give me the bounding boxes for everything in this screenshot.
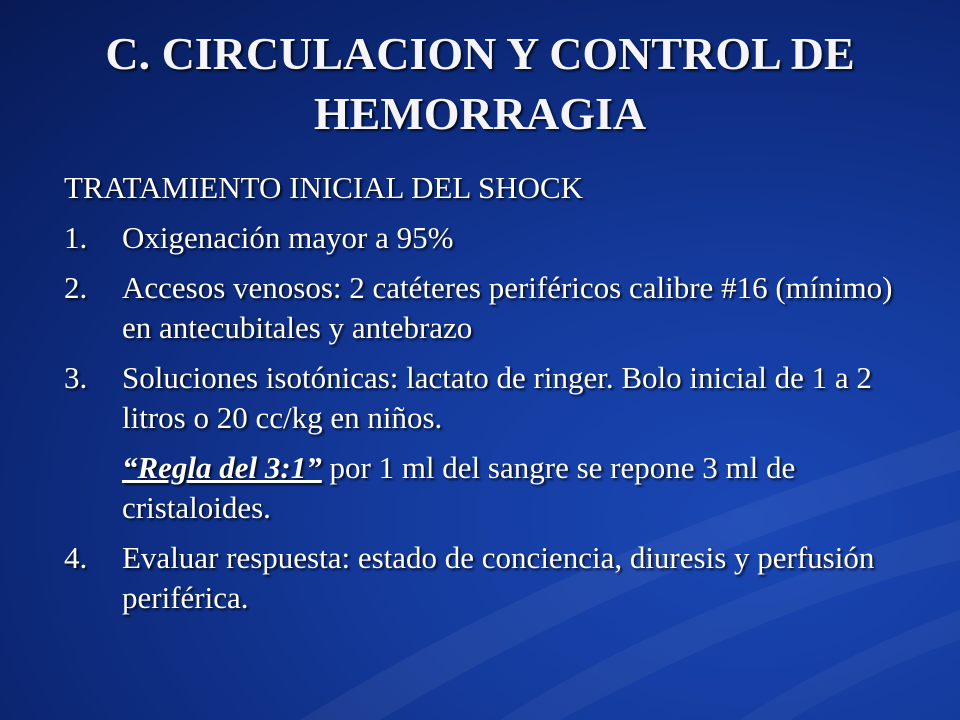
- rule-note: [122, 448, 924, 528]
- slide-subtitle: TRATAMIENTO INICIAL DEL SHOCK: [64, 170, 584, 205]
- rule-note-emphasis: “Regla del 3:1”: [122, 450, 322, 485]
- list-item-text: Evaluar respuesta: estado de conciencia, diuresis y perfusión periférica.: [122, 540, 875, 615]
- slide-title: C. CIRCULACION Y CONTROL DE HEMORRAGIA: [105, 28, 855, 139]
- list-item-text: Oxigenación mayor a 95%: [122, 220, 454, 255]
- list-item-text: Accesos venosos: 2 catéteres periféricos calibre #16 (mínimo) en antecubitales y antebrazo: [122, 270, 893, 345]
- list-item-text: Soluciones isotónicas: lactato de ringer. Bolo inicial de 1 a 2 litros o 20 cc/kg en niños.: [122, 360, 872, 435]
- list-item-number: 4.: [64, 540, 88, 575]
- list-item: [64, 358, 924, 438]
- list-item-number: 3.: [64, 360, 88, 395]
- list-item: [64, 538, 924, 618]
- slide-content: [64, 168, 924, 628]
- list-item: [64, 218, 924, 258]
- list-item: [64, 268, 924, 348]
- rule-note-text: por 1 ml del sangre se repone 3 ml de cristaloides.: [122, 450, 796, 525]
- list-item-number: 2.: [64, 270, 88, 305]
- list-item-number: 1.: [64, 220, 88, 255]
